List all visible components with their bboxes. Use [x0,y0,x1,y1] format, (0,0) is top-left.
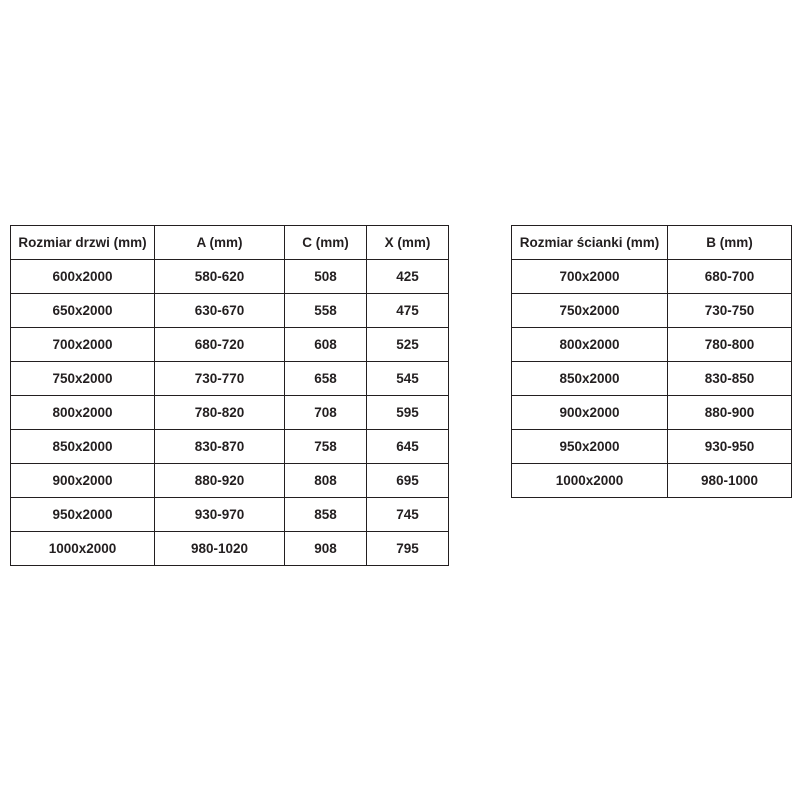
cell-c: 908 [285,532,367,566]
column-header-wall-size: Rozmiar ścianki (mm) [512,226,668,260]
table-row [512,396,792,430]
doors-table-body [11,260,449,566]
cell-x: 525 [367,328,449,362]
cell-a: 980-1020 [155,532,285,566]
column-header-b: B (mm) [668,226,792,260]
cell-a: 580-620 [155,260,285,294]
cell-b: 730-750 [668,294,792,328]
cell-door-size: 950x2000 [11,498,155,532]
cell-wall-size: 950x2000 [512,430,668,464]
cell-c: 708 [285,396,367,430]
walls-table-head [512,226,792,260]
cell-wall-size: 850x2000 [512,362,668,396]
cell-door-size: 1000x2000 [11,532,155,566]
table-row [512,464,792,498]
cell-door-size: 800x2000 [11,396,155,430]
cell-c: 508 [285,260,367,294]
cell-b: 880-900 [668,396,792,430]
table-row [11,396,449,430]
table-row [11,294,449,328]
cell-x: 475 [367,294,449,328]
table-header-row [11,226,449,260]
cell-c: 558 [285,294,367,328]
column-header-door-size: Rozmiar drzwi (mm) [11,226,155,260]
cell-wall-size: 900x2000 [512,396,668,430]
cell-door-size: 700x2000 [11,328,155,362]
table-row [512,294,792,328]
cell-a: 930-970 [155,498,285,532]
cell-c: 608 [285,328,367,362]
cell-door-size: 650x2000 [11,294,155,328]
cell-c: 808 [285,464,367,498]
cell-door-size: 600x2000 [11,260,155,294]
table-row [11,260,449,294]
walls-table-body [512,260,792,498]
cell-a: 780-820 [155,396,285,430]
cell-c: 758 [285,430,367,464]
walls-size-table [511,225,792,498]
cell-a: 730-770 [155,362,285,396]
column-header-x: X (mm) [367,226,449,260]
cell-wall-size: 700x2000 [512,260,668,294]
cell-wall-size: 1000x2000 [512,464,668,498]
cell-x: 745 [367,498,449,532]
cell-a: 680-720 [155,328,285,362]
table-row [512,362,792,396]
column-header-c: C (mm) [285,226,367,260]
table-row [11,532,449,566]
cell-b: 830-850 [668,362,792,396]
cell-x: 425 [367,260,449,294]
table-header-row [512,226,792,260]
cell-x: 545 [367,362,449,396]
table-row [11,464,449,498]
cell-wall-size: 750x2000 [512,294,668,328]
cell-wall-size: 800x2000 [512,328,668,362]
cell-b: 980-1000 [668,464,792,498]
doors-size-table-container [10,225,449,566]
cell-c: 658 [285,362,367,396]
doors-table-head [11,226,449,260]
cell-door-size: 900x2000 [11,464,155,498]
cell-x: 795 [367,532,449,566]
table-row [11,362,449,396]
table-row [512,328,792,362]
cell-b: 780-800 [668,328,792,362]
cell-a: 880-920 [155,464,285,498]
cell-door-size: 850x2000 [11,430,155,464]
cell-x: 695 [367,464,449,498]
table-row [11,430,449,464]
column-header-a: A (mm) [155,226,285,260]
walls-size-table-container [511,225,792,498]
cell-door-size: 750x2000 [11,362,155,396]
cell-x: 595 [367,396,449,430]
table-row [512,430,792,464]
table-row [512,260,792,294]
cell-b: 680-700 [668,260,792,294]
cell-a: 630-670 [155,294,285,328]
cell-b: 930-950 [668,430,792,464]
cell-c: 858 [285,498,367,532]
table-row [11,498,449,532]
cell-x: 645 [367,430,449,464]
table-row [11,328,449,362]
cell-a: 830-870 [155,430,285,464]
doors-size-table [10,225,449,566]
